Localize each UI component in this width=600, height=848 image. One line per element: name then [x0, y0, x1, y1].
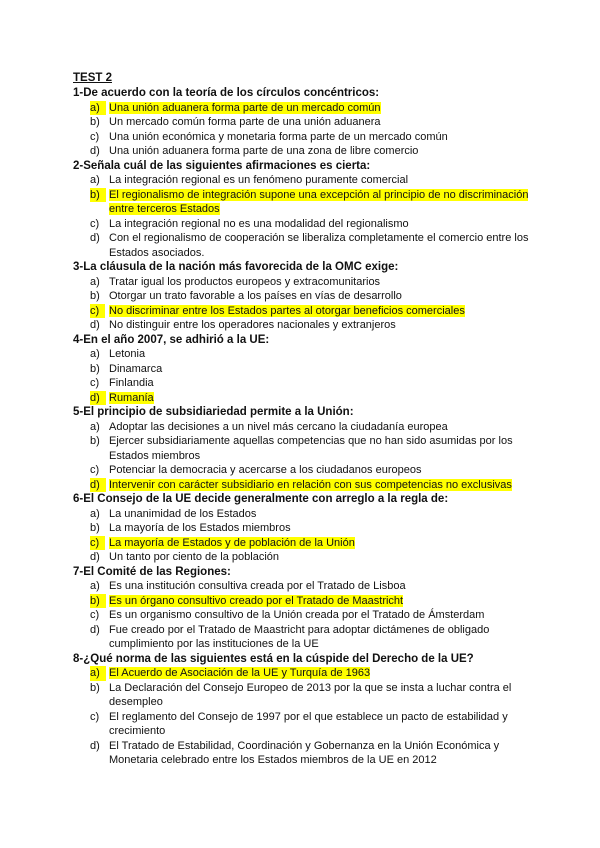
option-text: Un tanto por ciento de la población	[109, 551, 280, 563]
answer-option	[73, 289, 533, 304]
highlighted-answer-option	[73, 188, 533, 217]
option-text: La integración regional es un fenómeno puramente comercial	[109, 174, 409, 186]
option-letter: d)	[90, 391, 106, 406]
option-letter: c)	[90, 710, 100, 723]
option-text: Ejercer subsidiariamente aquellas competencias que no han sido asumidas por los Estados miembros	[109, 435, 513, 462]
option-text: El regionalismo de integración supone una excepción al principio de no discriminación entre terceros Estados	[109, 188, 529, 215]
question-title: 3-La cláusula de la nación más favorecida de la OMC exige:	[73, 261, 399, 273]
option-letter: a)	[90, 420, 100, 433]
option-letter: d)	[90, 623, 100, 636]
option-text: Rumanía	[109, 391, 154, 404]
answer-option	[73, 579, 533, 594]
answer-option	[73, 217, 533, 232]
question-3	[73, 260, 533, 333]
option-text: Intervenir con carácter subsidiario en relación con sus competencias no exclusivas	[109, 478, 512, 491]
option-text: La unanimidad de los Estados	[109, 507, 257, 520]
option-text: La integración regional no es una modalidad del regionalismo	[109, 217, 409, 230]
answer-option	[73, 115, 533, 130]
question-title: 1-De acuerdo con la teoría de los círculos concéntricos:	[73, 87, 380, 99]
option-text: Potenciar la democracia y acercarse a los ciudadanos europeos	[109, 464, 422, 476]
option-text: Letonia	[109, 348, 146, 360]
option-letter: b)	[90, 188, 106, 203]
option-text: El reglamento del Consejo de 1997 por el que establece un pacto de estabilidad y crecimiento	[109, 710, 508, 737]
option-letter: d)	[90, 145, 100, 157]
option-text: El Acuerdo de Asociación de la UE y Turquía de 1963	[109, 667, 371, 679]
answer-option	[73, 623, 533, 652]
option-text: Es un organismo consultivo de la Unión creada por el Tratado de Ámsterdam	[109, 609, 485, 621]
option-text: Es un órgano consultivo creado por el Tratado de Maastricht	[109, 594, 404, 607]
question-5	[73, 405, 533, 492]
answer-option	[73, 608, 533, 623]
option-text: No discriminar entre los Estados partes al otorgar beneficios comerciales	[109, 304, 465, 317]
question-4	[73, 333, 533, 406]
highlighted-answer-option	[73, 666, 533, 681]
answer-option	[73, 347, 533, 362]
option-letter: a)	[90, 101, 106, 116]
answer-option	[73, 318, 533, 333]
option-letter: c)	[90, 536, 105, 551]
option-letter: d)	[90, 478, 106, 493]
option-letter: c)	[90, 130, 100, 143]
highlighted-answer-option	[73, 594, 533, 609]
test-title: TEST 2	[73, 72, 112, 84]
question-title: 4-En el año 2007, se adhirió a la UE:	[73, 333, 270, 346]
option-text: Una unión aduanera forma parte de un mercado común	[109, 101, 381, 114]
answer-option	[73, 376, 533, 391]
option-text: Una unión aduanera forma parte de una zona de libre comercio	[109, 145, 419, 157]
option-letter: d)	[90, 232, 100, 244]
option-text: La mayoría de Estados y de población de la Unión	[109, 536, 355, 549]
question-title: 8-¿Qué norma de las siguientes está en la cúspide del Derecho de la UE?	[73, 652, 474, 665]
option-text: La mayoría de los Estados miembros	[109, 522, 291, 534]
option-text: Otorgar un trato favorable a los países en vías de desarrollo	[109, 290, 402, 302]
question-6	[73, 492, 533, 565]
option-text: Fue creado por el Tratado de Maastricht para adoptar dictámenes de obligado cumplimiento por las instituciones de la UE	[109, 623, 490, 650]
option-letter: d)	[90, 551, 100, 563]
answer-option	[73, 173, 533, 188]
option-text: Con el regionalismo de cooperación se liberaliza completamente el comercio entre los Estados asociados.	[109, 232, 529, 259]
answer-option	[73, 420, 533, 435]
option-letter: b)	[90, 435, 100, 447]
option-letter: c)	[90, 464, 100, 476]
question-list	[73, 86, 533, 768]
option-letter: b)	[90, 594, 106, 609]
highlighted-answer-option	[73, 304, 533, 319]
option-letter: a)	[90, 348, 100, 360]
option-letter: a)	[90, 507, 100, 520]
answer-option	[73, 231, 533, 260]
question-title: 5-El principio de subsidiariedad permite a la Unión:	[73, 406, 354, 418]
answer-option	[73, 681, 533, 710]
option-letter: b)	[90, 362, 100, 375]
answer-option	[73, 710, 533, 739]
question-1	[73, 86, 533, 159]
question-title: 7-El Comité de las Regiones:	[73, 565, 231, 578]
option-letter: c)	[90, 217, 100, 230]
option-text: Dinamarca	[109, 362, 163, 375]
question-title: 6-El Consejo de la UE decide generalmente con arreglo a la regla de:	[73, 493, 449, 505]
option-letter: c)	[90, 304, 105, 319]
option-letter: b)	[90, 290, 100, 302]
answer-option	[73, 739, 533, 768]
answer-option	[73, 434, 533, 463]
option-letter: c)	[90, 377, 100, 389]
answer-option	[73, 362, 533, 377]
option-text: Una unión económica y monetaria forma parte de un mercado común	[109, 130, 448, 143]
option-letter: d)	[90, 319, 100, 331]
answer-option	[73, 521, 533, 536]
highlighted-answer-option	[73, 478, 533, 493]
answer-option	[73, 507, 533, 522]
highlighted-answer-option	[73, 101, 533, 116]
option-text: El Tratado de Estabilidad, Coordinación y Gobernanza en la Unión Económica y Monetaria celebrado entre los Estados miembros de la UE en 2012	[109, 739, 500, 766]
option-text: Es una institución consultiva creada por el Tratado de Lisboa	[109, 580, 406, 592]
question-8	[73, 652, 533, 768]
option-letter: c)	[90, 609, 100, 621]
option-letter: d)	[90, 739, 100, 752]
question-7	[73, 565, 533, 652]
question-title: 2-Señala cuál de las siguientes afirmaciones es cierta:	[73, 159, 371, 172]
option-letter: b)	[90, 522, 100, 534]
highlighted-answer-option	[73, 536, 533, 551]
answer-option	[73, 130, 533, 145]
question-2	[73, 159, 533, 261]
option-text: Tratar igual los productos europeos y extracomunitarios	[109, 275, 381, 288]
option-letter: a)	[90, 580, 100, 592]
option-text: La Declaración del Consejo Europeo de 2013 por la que se insta a luchar contra el desempleo	[109, 681, 512, 708]
answer-option	[73, 144, 533, 159]
answer-option	[73, 550, 533, 565]
option-letter: a)	[90, 666, 106, 681]
option-letter: a)	[90, 174, 100, 186]
option-text: Finlandia	[109, 377, 154, 389]
answer-option	[73, 275, 533, 290]
highlighted-answer-option	[73, 391, 533, 406]
option-text: No distinguir entre los operadores nacionales y extranjeros	[109, 319, 396, 331]
option-text: Adoptar las decisiones a un nivel más cercano la ciudadanía europea	[109, 420, 448, 433]
option-letter: b)	[90, 116, 100, 128]
option-text: Un mercado común forma parte de una unión aduanera	[109, 116, 381, 128]
answer-option	[73, 463, 533, 478]
option-letter: b)	[90, 681, 100, 694]
option-letter: a)	[90, 275, 100, 288]
